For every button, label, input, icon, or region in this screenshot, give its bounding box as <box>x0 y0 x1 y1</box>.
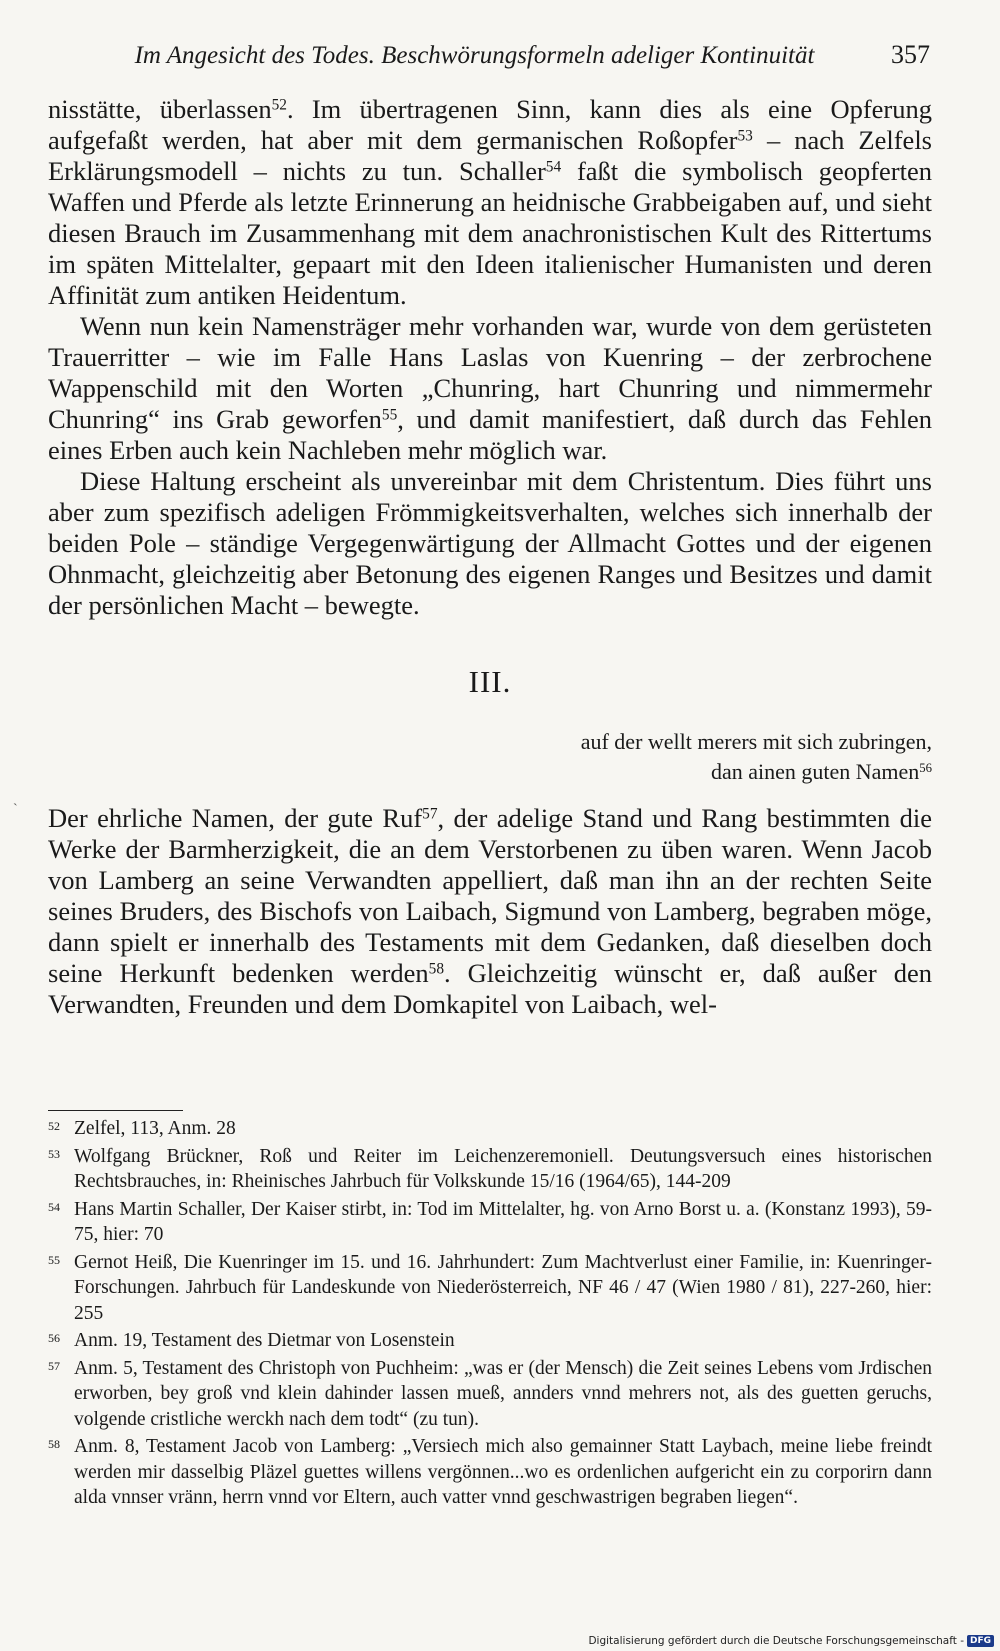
text-span: Wenn nun kein Namensträger mehr vorhanden war, wurde von dem gerüsteten Trauerritter – wie im Falle Hans Laslas von Kuenring – der zerbrochene Wappenschild mit den Worten „Chunring, hart Chunring und nimmermehr Chunring“ ins Grab geworfen <box>48 311 932 434</box>
text-span: – nach Zelfels Erklärungsmodell – nichts zu tun. Schaller <box>48 125 932 186</box>
text-span: nisstätte, überlassen <box>48 94 272 124</box>
dfg-logo-icon: DFG <box>967 1635 994 1647</box>
paragraph-4 <box>48 803 932 1020</box>
footnote-number: 58 <box>48 1437 60 1451</box>
text-span: faßt die symbolisch geopferten Waffen und Pferde als letzte Erinnerung an heidnische Grabbeigaben auf, und sieht diesen Brauch im Zusammenhang mit dem anachronistischen Kult des Rittertums im späten Mittelalter, gepaart mit den Ideen italienischer Humanisten und deren Affinität zum antiken Heidentum. <box>48 156 932 310</box>
footnote-text: Zelfel, 113, Anm. 28 <box>74 1118 236 1139</box>
text-span: . Gleichzeitig wünscht er, daß außer den Verwandten, Freunden und dem Domkapitel von Laibach, wel- <box>48 958 932 1019</box>
footnote-text: Wolfgang Brückner, Roß und Reiter im Leichenzeremoniell. Deutungsversuch eines historischen Rechtsbrauches, in: Rheinisches Jahrbuch für Volkskunde 15/16 (1964/65), 144-209 <box>74 1145 932 1192</box>
footnote <box>48 1434 932 1511</box>
footnote-text: Anm. 5, Testament des Christoph von Puchheim: „was er (der Mensch) die Zeit seines Lebens vom Jrdischen erworben, bey groß vnd klein dahinder lassen mueß, annders vnnd mehrers not, als des guetten geruchs, volgende cristliche werckh nach dem todt“ (zu tun). <box>74 1357 932 1430</box>
text-span: , der adelige Stand und Rang bestimmten die Werke der Barmherzigkeit, die an dem Verstorbenen zu üben waren. Wenn Jacob von Lamberg an seine Verwandten appelliert, daß man ihn an der rechten Seite seines Bruders, des Bischofs von Laibach, Sigmund von Lamberg, begraben möge, dann spielt er innerhalb des Testaments mit dem Gedanken, daß dieselben doch seine Herkunft bedenken werden <box>48 803 933 988</box>
footnote-ref: 56 <box>919 760 932 775</box>
section-heading: III. <box>468 664 512 699</box>
epigraph-line-1: auf der wellt merers mit sich zubringen, <box>580 729 932 754</box>
footnote-text: Anm. 8, Testament Jacob von Lamberg: „Versiech mich also gemainner Statt Laybach, meine liebe freindt werden mir dasselbig Pläzel guettes willens vergönnen...wo es ordenlichen aufgericht ein zu corporirn dann alda vnnser vränn, herrn vnnd vor Eltern, auch vatter vnnd geschwastrigen begraben liegen“. <box>74 1436 932 1508</box>
footnote <box>48 1197 932 1248</box>
body-text <box>48 94 932 1020</box>
epigraph-line-2 <box>48 757 932 787</box>
running-head <box>48 40 930 70</box>
running-title: Im Angesicht des Todes. Beschwörungsformeln adeliger Kontinuität <box>134 42 815 69</box>
text-span: , und damit manifestiert, daß durch das Fehlen eines Erben auch kein Nachleben mehr möglich war. <box>48 404 932 465</box>
footnote-text: Gernot Heiß, Die Kuenringer im 15. und 16. Jahrhundert: Zum Machtverlust einer Familie, in: Kuenringer-Forschungen. Jahrbuch für Landeskunde von Niederösterreich, NF 46 / 47 (Wien 1980 / 81), 227-260, hier: 255 <box>74 1251 932 1324</box>
footnotes <box>48 1116 932 1513</box>
page-number: 357 <box>891 40 930 69</box>
footnote-number: 53 <box>48 1146 60 1161</box>
paragraph-2 <box>48 311 932 466</box>
footnote-ref: 52 <box>271 96 287 114</box>
footnote <box>48 1356 932 1433</box>
footnote-text: Hans Martin Schaller, Der Kaiser stirbt, in: Tod im Mittelalter, hg. von Arno Borst u. a. (Konstanz 1993), 59-75, hier: 70 <box>74 1198 932 1245</box>
footnote <box>48 1328 932 1354</box>
footnote-ref: 53 <box>737 127 753 145</box>
footnote-ref: 57 <box>422 805 438 823</box>
footnote-number: 52 <box>48 1119 60 1133</box>
footnote <box>48 1250 932 1327</box>
text-span: . Im übertragenen Sinn, kann dies als eine Opferung aufgefaßt werden, hat aber mit dem germanischen Roßopfer <box>48 94 932 155</box>
text-span: Der ehrliche Namen, der gute Ruf <box>48 803 423 833</box>
stray-mark: ` <box>13 802 18 817</box>
footnote-ref: 55 <box>381 406 398 424</box>
footnote-number: 56 <box>48 1331 60 1345</box>
epigraph <box>48 727 932 787</box>
footnote <box>48 1144 932 1195</box>
paragraph-3: Diese Haltung erscheint als unvereinbar mit dem Christentum. Dies führt uns aber zum spezifisch adeligen Frömmigkeitsverhalten, welches sich innerhalb der beiden Pole – ständige Vergegenwärtigung der Allmacht Gottes und der eigenen Ohnmacht, gleichzeitig aber Betonung des eigenen Ranges und Besitzes und damit der persönlichen Macht – bewegte. <box>48 466 932 620</box>
footnote-number: 55 <box>48 1252 60 1267</box>
footnote-text: Anm. 19, Testament des Dietmar von Losenstein <box>74 1330 455 1351</box>
footnote-ref: 58 <box>428 960 444 978</box>
footnote-number: 54 <box>48 1199 60 1214</box>
paragraph-1 <box>48 94 932 311</box>
credit-text: Digitalisierung gefördert durch die Deutsche Forschungsgemeinschaft - <box>588 1635 964 1647</box>
footnote <box>48 1116 932 1142</box>
footnote-number: 57 <box>48 1358 60 1373</box>
footnote-ref: 54 <box>545 158 562 176</box>
digitization-credit <box>588 1635 994 1647</box>
footnote-rule <box>48 1110 183 1111</box>
text-span: dan ainen guten Namen <box>710 759 920 784</box>
